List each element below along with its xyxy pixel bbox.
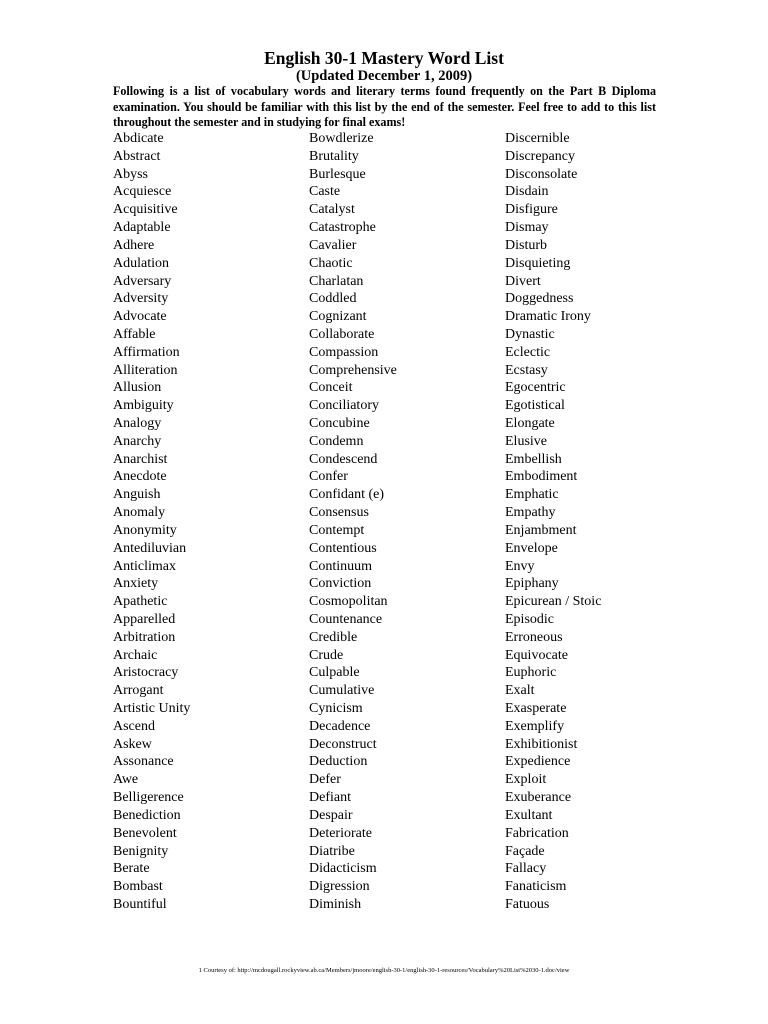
word-item: Berate bbox=[113, 861, 150, 877]
word-item: Adversity bbox=[113, 291, 169, 307]
word-item: Anxiety bbox=[113, 576, 159, 592]
word-item: Empathy bbox=[505, 505, 556, 521]
word-item: Artistic Unity bbox=[113, 701, 191, 716]
word-item: Burlesque bbox=[309, 166, 366, 182]
word-item: Catalyst bbox=[309, 202, 355, 218]
word-item: Episodic bbox=[505, 611, 554, 627]
word-item: Analogy bbox=[113, 416, 162, 431]
word-item: Erroneous bbox=[505, 629, 563, 645]
intro-paragraph: Following is a list of vocabulary words and literary terms found frequently on the Part B Diploma examination. You should be familiar with this list by the end of the semester. Feel free to add to this list throughout the semester and in studying for final exams! bbox=[113, 84, 656, 129]
page-subtitle: (Updated December 1, 2009) bbox=[295, 68, 473, 84]
word-item: Abstract bbox=[113, 148, 161, 164]
word-item: Exalt bbox=[505, 683, 535, 699]
word-item: Dynastic bbox=[505, 326, 555, 342]
word-item: Enjambment bbox=[505, 522, 577, 538]
word-item: Contempt bbox=[309, 522, 365, 538]
word-item: Apathetic bbox=[113, 594, 168, 610]
word-item: Confidant (e) bbox=[309, 487, 385, 503]
word-item: Bombast bbox=[113, 879, 163, 895]
word-item: Cosmopolitan bbox=[309, 594, 388, 610]
word-item: Dramatic Irony bbox=[505, 309, 591, 325]
word-item: Epicurean / Stoic bbox=[505, 594, 602, 610]
word-item: Disconsolate bbox=[505, 166, 578, 182]
word-item: Egocentric bbox=[505, 380, 566, 396]
word-item: Elongate bbox=[505, 416, 555, 431]
word-item: Fabrication bbox=[505, 825, 569, 841]
word-item: Exultant bbox=[505, 807, 553, 823]
word-item: Embellish bbox=[505, 451, 562, 467]
word-item: Dismay bbox=[505, 220, 549, 236]
word-item: Anticlimax bbox=[113, 558, 176, 574]
word-item: Affable bbox=[113, 326, 156, 342]
word-item: Crude bbox=[309, 647, 344, 663]
word-column-1 bbox=[113, 130, 190, 914]
word-item: Deteriorate bbox=[309, 825, 372, 841]
word-item: Doggedness bbox=[505, 291, 574, 307]
word-item: Disturb bbox=[505, 237, 547, 253]
word-item: Archaic bbox=[113, 647, 158, 663]
word-item: Allusion bbox=[113, 380, 162, 396]
word-item: Divert bbox=[505, 273, 541, 289]
word-item: Concubine bbox=[309, 416, 370, 431]
word-item: Epiphany bbox=[505, 576, 559, 592]
word-item: Charlatan bbox=[309, 273, 364, 289]
word-item: Arbitration bbox=[113, 629, 176, 645]
word-item: Belligerence bbox=[113, 790, 184, 806]
word-item: Façade bbox=[505, 843, 545, 859]
word-item: Adhere bbox=[113, 237, 155, 253]
word-item: Adaptable bbox=[113, 220, 171, 236]
word-item: Anomaly bbox=[113, 505, 166, 521]
word-item: Despair bbox=[309, 807, 353, 823]
word-item: Conviction bbox=[309, 576, 372, 592]
word-item: Consensus bbox=[309, 505, 369, 521]
word-item: Confer bbox=[309, 469, 348, 485]
footnote: 1 Courtesy of: http://mcdougall.rockyview.ab.ca/Members/jmoore/english-30-1/english-30-1-resources/Vocabulary%20List%2030-1.doc/view bbox=[198, 967, 570, 974]
word-item: Askew bbox=[113, 736, 152, 752]
word-item: Didacticism bbox=[309, 861, 377, 877]
word-item: Assonance bbox=[113, 754, 174, 770]
word-item: Exuberance bbox=[505, 790, 572, 806]
word-item: Cognizant bbox=[309, 309, 367, 325]
word-item: Cavalier bbox=[309, 237, 357, 253]
word-item: Collaborate bbox=[309, 326, 375, 342]
word-item: Fanaticism bbox=[505, 879, 567, 895]
word-item: Embodiment bbox=[505, 469, 578, 485]
word-item: Bowdlerize bbox=[309, 131, 374, 146]
word-item: Anarchy bbox=[113, 433, 162, 449]
word-item: Abdicate bbox=[113, 131, 164, 146]
word-item: Conceit bbox=[309, 380, 353, 396]
word-item: Adversary bbox=[113, 273, 172, 289]
word-item: Defer bbox=[309, 772, 341, 788]
word-item: Conciliatory bbox=[309, 398, 379, 414]
word-column-2 bbox=[309, 130, 397, 914]
word-item: Advocate bbox=[113, 309, 167, 325]
word-item: Coddled bbox=[309, 291, 357, 307]
word-item: Culpable bbox=[309, 665, 360, 681]
word-item: Expedience bbox=[505, 754, 571, 770]
word-item: Countenance bbox=[309, 611, 383, 627]
word-item: Emphatic bbox=[505, 487, 559, 503]
word-item: Contentious bbox=[309, 540, 377, 556]
word-item: Deduction bbox=[309, 754, 368, 770]
word-item: Exemplify bbox=[505, 718, 565, 734]
word-item: Fatuous bbox=[505, 896, 550, 912]
word-item: Decadence bbox=[309, 718, 371, 734]
page-title: English 30-1 Mastery Word List bbox=[264, 48, 504, 68]
word-item: Fallacy bbox=[505, 861, 547, 877]
word-item: Envelope bbox=[505, 540, 558, 556]
word-item: Equivocate bbox=[505, 647, 568, 663]
word-item: Chaotic bbox=[309, 255, 353, 271]
word-item: Benediction bbox=[113, 807, 181, 823]
word-item: Envy bbox=[505, 558, 535, 574]
word-item: Elusive bbox=[505, 433, 547, 449]
word-column-3 bbox=[505, 130, 601, 914]
word-item: Discernible bbox=[505, 131, 570, 146]
word-item: Adulation bbox=[113, 255, 169, 271]
word-item: Compassion bbox=[309, 344, 379, 360]
word-item: Antediluvian bbox=[113, 540, 187, 556]
word-item: Discrepancy bbox=[505, 148, 575, 164]
word-item: Euphoric bbox=[505, 665, 557, 681]
word-item: Aristocracy bbox=[113, 665, 179, 681]
word-item: Ecstasy bbox=[505, 362, 548, 378]
word-item: Deconstruct bbox=[309, 736, 377, 752]
word-item: Ascend bbox=[113, 718, 155, 734]
word-item: Eclectic bbox=[505, 344, 551, 360]
word-item: Abyss bbox=[113, 166, 149, 182]
word-item: Comprehensive bbox=[309, 362, 397, 378]
word-item: Brutality bbox=[309, 148, 359, 164]
word-item: Benevolent bbox=[113, 825, 177, 841]
word-item: Anecdote bbox=[113, 469, 167, 485]
word-item: Ambiguity bbox=[113, 398, 174, 414]
word-item: Exhibitionist bbox=[505, 736, 578, 752]
word-item: Alliteration bbox=[113, 362, 178, 378]
word-item: Anonymity bbox=[113, 522, 177, 538]
word-item: Disfigure bbox=[505, 202, 558, 218]
word-item: Arrogant bbox=[113, 683, 164, 699]
word-item: Cynicism bbox=[309, 701, 363, 716]
word-item: Awe bbox=[113, 772, 139, 788]
word-item: Bountiful bbox=[113, 896, 167, 912]
word-item: Defiant bbox=[309, 790, 351, 806]
word-item: Condemn bbox=[309, 433, 364, 449]
word-item: Disquieting bbox=[505, 255, 571, 271]
word-item: Apparelled bbox=[113, 611, 176, 627]
word-item: Acquiesce bbox=[113, 184, 172, 200]
word-item: Cumulative bbox=[309, 683, 375, 699]
word-item: Disdain bbox=[505, 184, 549, 200]
word-item: Digression bbox=[309, 879, 370, 895]
word-item: Exasperate bbox=[505, 701, 567, 716]
word-item: Continuum bbox=[309, 558, 373, 574]
word-item: Condescend bbox=[309, 451, 378, 467]
word-item: Egotistical bbox=[505, 398, 565, 414]
word-item: Diminish bbox=[309, 896, 362, 912]
word-item: Affirmation bbox=[113, 344, 180, 360]
word-item: Credible bbox=[309, 629, 358, 645]
word-item: Caste bbox=[309, 184, 341, 200]
word-item: Diatribe bbox=[309, 843, 355, 859]
word-item: Anguish bbox=[113, 487, 161, 503]
word-item: Anarchist bbox=[113, 451, 168, 467]
word-item: Benignity bbox=[113, 843, 169, 859]
word-item: Acquisitive bbox=[113, 202, 178, 218]
word-item: Exploit bbox=[505, 772, 547, 788]
word-item: Catastrophe bbox=[309, 220, 376, 236]
